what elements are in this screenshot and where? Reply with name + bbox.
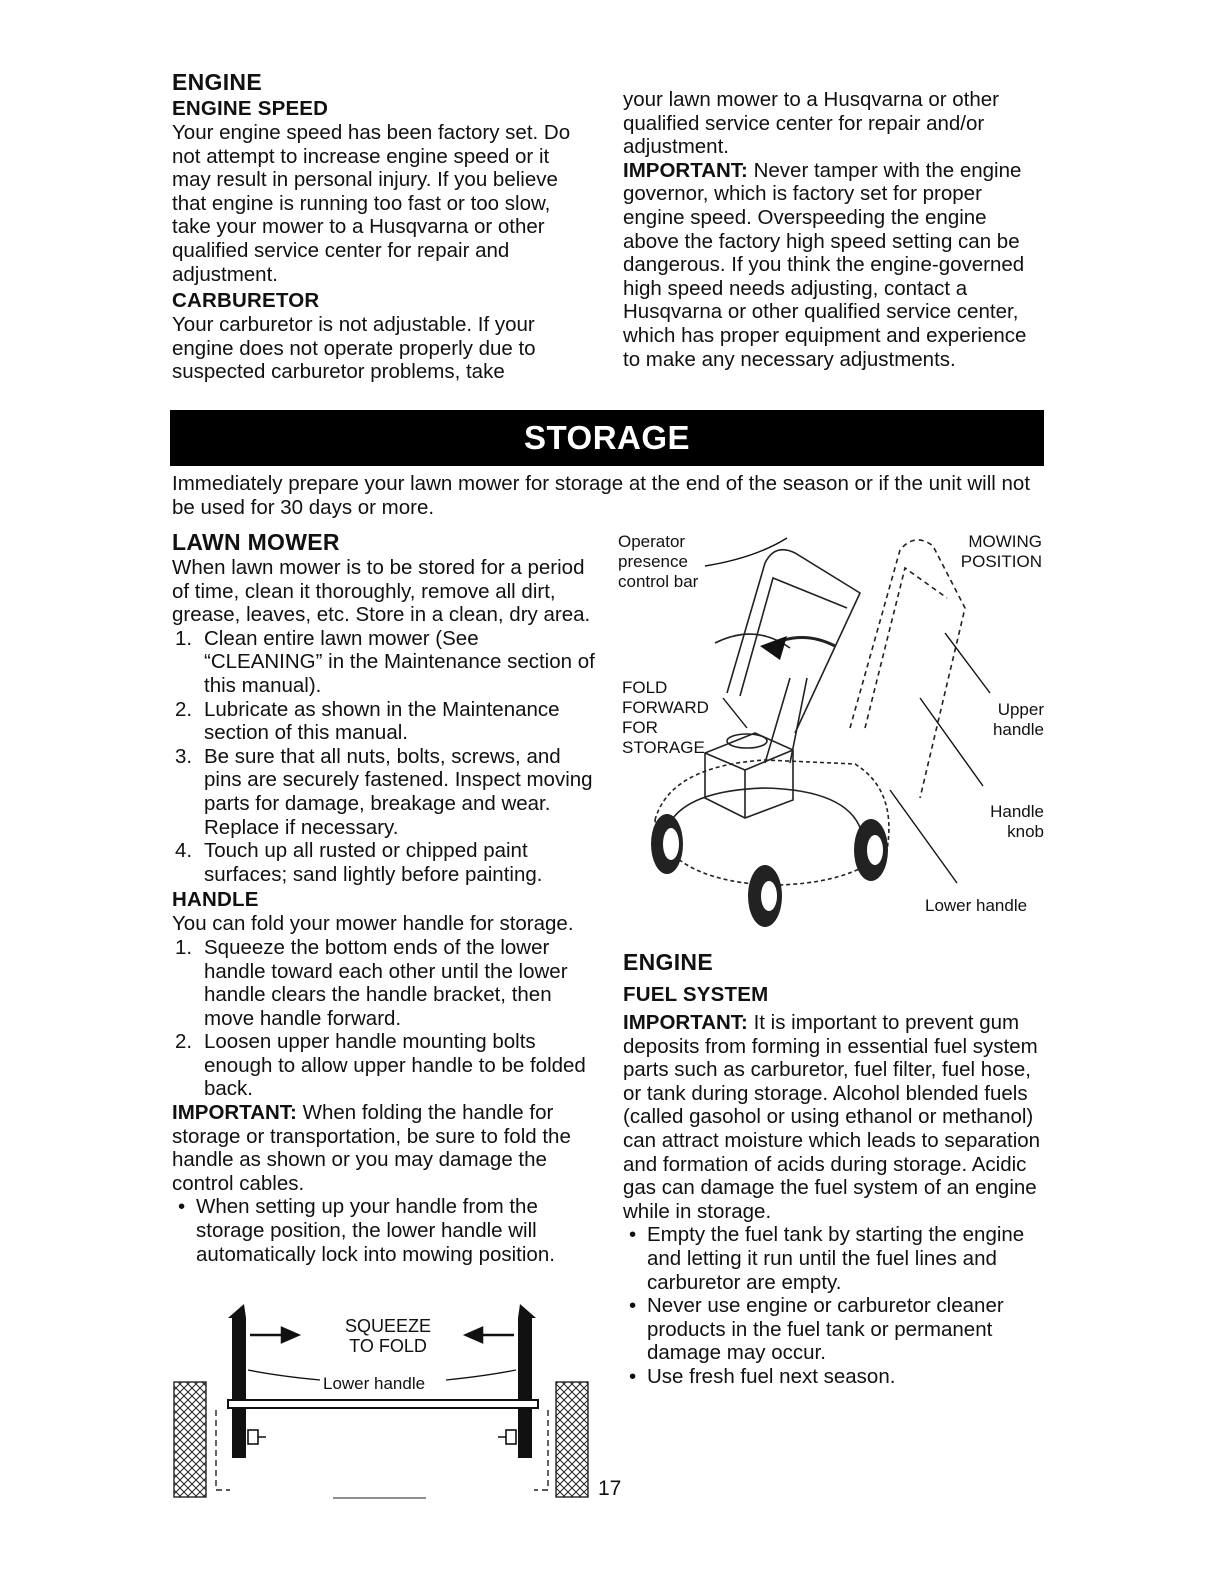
- important-label: IMPORTANT:: [623, 158, 748, 182]
- list-item: • Empty the fuel tank by starting the engine and letting it run until the fuel lines and carburetor are empty.: [623, 1223, 1043, 1294]
- handle-important: [172, 1101, 597, 1195]
- handle-important-text: When folding the handle for storage or transportation, be sure to fold the handle as shown or you may damage the control cables.: [172, 1101, 571, 1195]
- list-item: 3. Be sure that all nuts, bolts, screws, and pins are securely fastened. Inspect moving parts for damage, breakage and wear. Replace if necessary.: [175, 744, 593, 839]
- page-number: 17: [598, 1477, 622, 1500]
- lower-handle-label: Lower handle: [925, 896, 1028, 915]
- list-item: 2. Lubricate as shown in the Maintenance section of this manual.: [175, 697, 560, 745]
- important-label: IMPORTANT:: [172, 1101, 297, 1125]
- handle-bullets: [172, 1195, 597, 1266]
- mower-fold-figure: [615, 528, 1050, 928]
- engine-speed-text: Your engine speed has been factory set. Do not attempt to increase engine speed or it may result in personal injury. If you believe that engine is running too fast or too slow, take your mower to a Husqvarna or other qualified service center for repair and adjustment.: [172, 121, 571, 286]
- storage-left-column: [172, 528, 597, 1266]
- storage-banner: STORAGE: [170, 410, 1044, 466]
- lawn-mower-steps: [172, 627, 597, 887]
- squeeze-fold-figure: [168, 1300, 598, 1505]
- list-item: 1. Squeeze the bottom ends of the lower handle toward each other until the lower handle clears the handle bracket, then move handle forward.: [175, 935, 568, 1030]
- engine-speed-heading: ENGINE SPEED: [172, 97, 329, 120]
- governor-important: [623, 159, 1041, 371]
- list-item: • Use fresh fuel next season.: [623, 1365, 1043, 1389]
- list-item: 1. Clean entire lawn mower (See “CLEANING” in the Maintenance section of this manual).: [175, 626, 595, 697]
- squeeze-lower-handle-label: Lower handle: [323, 1374, 426, 1393]
- engine-heading-2: ENGINE: [623, 949, 713, 975]
- operator-label: Operator presence control bar: [618, 532, 699, 591]
- list-item: 4. Touch up all rusted or chipped paint surfaces; sand lightly before painting.: [175, 839, 543, 886]
- storage-intro: Immediately prepare your lawn mower for storage at the end of the season or if the unit will not be used for 30 days or more.: [172, 472, 1031, 519]
- engine-heading: ENGINE: [172, 69, 262, 95]
- fuel-system-heading: FUEL SYSTEM: [623, 983, 769, 1006]
- mower-wheels: [651, 814, 888, 927]
- lawn-mower-heading: LAWN MOWER: [172, 529, 340, 555]
- fuel-bullets: [623, 1223, 1043, 1388]
- engine-top-left: [172, 68, 592, 384]
- handle-text: You can fold your mower handle for storage.: [172, 912, 574, 936]
- list-item: • When setting up your handle from the storage position, the lower handle will automatically lock into mowing position.: [172, 1195, 597, 1266]
- handle-heading: HANDLE: [172, 888, 259, 912]
- carburetor-text: Your carburetor is not adjustable. If your engine does not operate properly due to suspected carburetor problems, take: [172, 313, 536, 384]
- handle-knob-label: Handle knob: [990, 802, 1044, 841]
- carburetor-text-continued: your lawn mower to a Husqvarna or other qualified service center for repair and/or adjustment.: [623, 88, 1000, 159]
- lawn-mower-text: When lawn mower is to be stored for a period of time, clean it thoroughly, remove all dirt, grease, leaves, etc. Store in a clean, dry area.: [172, 556, 591, 627]
- list-item: • Never use engine or carburetor cleaner products in the fuel tank or permanent damage may occur.: [623, 1294, 1043, 1365]
- squeeze-label: SQUEEZE TO FOLD: [344, 1316, 432, 1356]
- mowing-position-label: MOWING POSITION: [960, 532, 1042, 571]
- carburetor-heading: CARBURETOR: [172, 289, 320, 313]
- governor-important-text: Never tamper with the engine governor, which is factory set for proper engine speed. Overspeeding the engine above the factory high speed setting can be dangerous. If you think the engine-governed high speed needs adjusting, contact a Husqvarna or other qualified service center, which has proper equipment and experience to make any necessary adjustments.: [623, 158, 1027, 371]
- upper-handle-label: Upper handle: [992, 700, 1044, 739]
- engine-top-right: [623, 88, 1041, 371]
- fuel-important: [623, 1011, 1043, 1223]
- list-item: 2. Loosen upper handle mounting bolts enough to allow upper handle to be folded back.: [175, 1030, 586, 1101]
- handle-steps: [172, 936, 597, 1101]
- fuel-important-text: It is important to prevent gum deposits from forming in essential fuel system parts such as carburetor, fuel filter, fuel hose, or tank during storage. Alcohol blended fuels (called gasohol or using ethanol or methanol) can attract moisture which leads to separation and formation of acids during storage. Acidic gas can damage the fuel system of an engine while in storage.: [623, 1011, 1041, 1223]
- important-label: IMPORTANT:: [623, 1011, 748, 1034]
- fold-forward-label: FOLD FORWARD FOR STORAGE: [622, 678, 709, 757]
- engine-bottom-right: [623, 948, 1043, 1389]
